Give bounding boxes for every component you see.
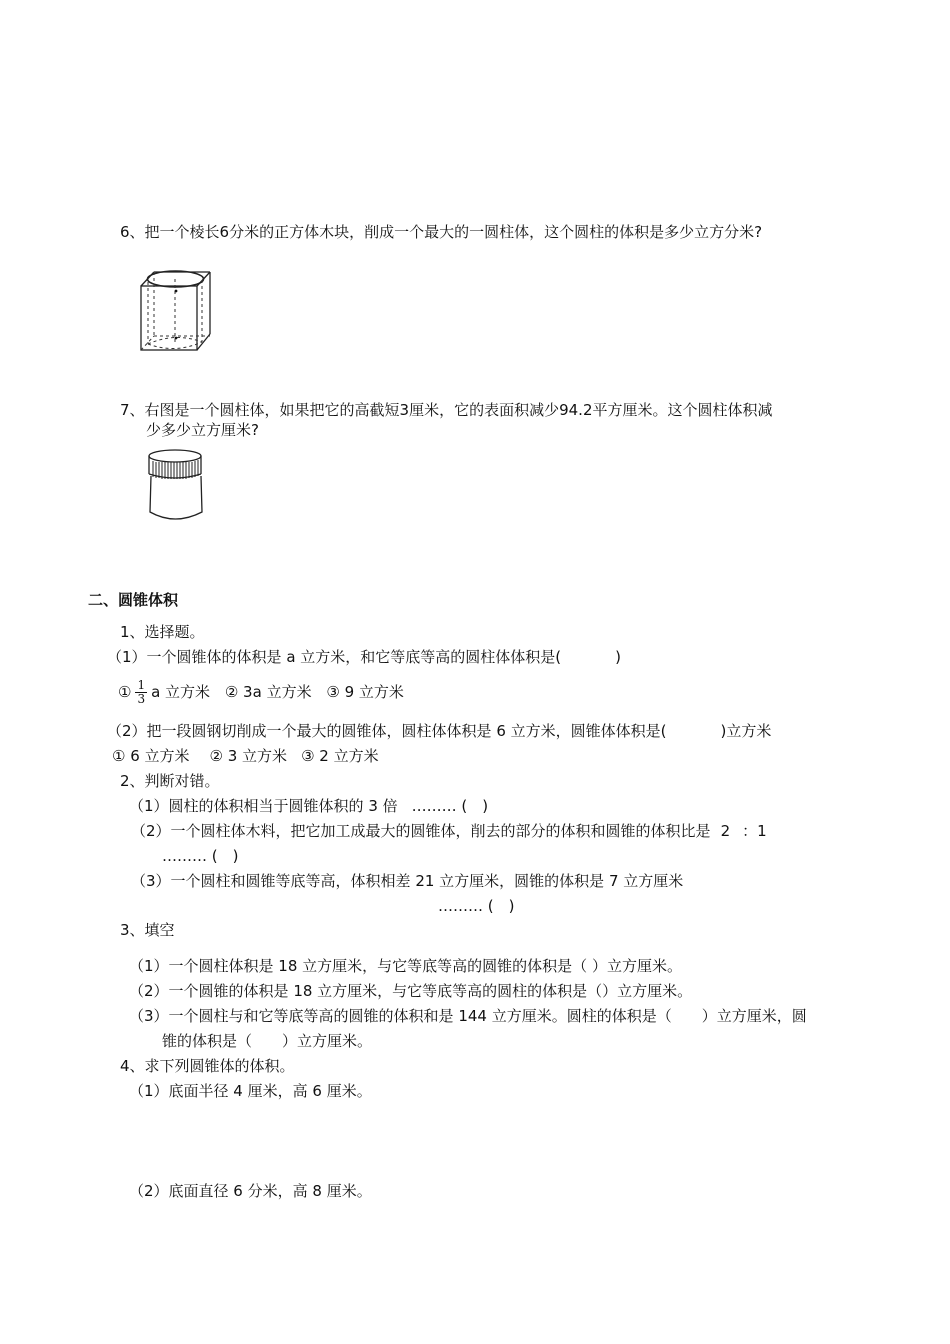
cube-cylinder-figure [138, 270, 218, 354]
choice-q1-text [107, 647, 621, 667]
choice-q1-stem: （1）一个圆锥体的体积是 a 立方米，和它等底等高的圆柱体体积是( [107, 648, 562, 666]
choice-q2-option-1: ① 6 立方米 [112, 747, 190, 765]
judge-section-title: 2、判断对错。 [120, 772, 220, 790]
judge-q2-ratio-b: ：1 [742, 822, 767, 840]
fill-q3-line2: 锥的体积是（ ）立方厘米。 [162, 1032, 373, 1050]
judge-q1-stem: （1）圆柱的体积相当于圆锥体积的 3 倍 [129, 797, 398, 815]
choice-q1-option-3: ③ 9 立方米 [326, 683, 404, 701]
fill-q1-text: （1）一个圆柱体积是 18 立方厘米，与它等底等高的圆锥的体积是（ ）立方厘米。 [129, 957, 682, 975]
choice-q2-options [112, 746, 379, 766]
compute-q2-text: （2）底面直径 6 分米，高 8 厘米。 [129, 1182, 372, 1200]
fill-q3-line1: （3）一个圆柱与和它等底等高的圆锥的体积和是 144 立方厘米。圆柱的体积是（ ）立方厘米，圆 [129, 1007, 807, 1025]
fraction-denominator: 3 [137, 692, 146, 706]
judge-q1-answer-slot: ……… ( ) [411, 797, 489, 815]
choice-q2-option-3: ③ 2 立方米 [301, 747, 379, 765]
compute-section-title: 4、求下列圆锥体的体积。 [120, 1057, 295, 1075]
choice-q1-option-1-marker: ① [118, 683, 132, 701]
one-third-fraction [135, 679, 147, 706]
judge-q3-text: （3）一个圆柱和圆锥等底等高，体积相差 21 立方厘米，圆锥的体积是 7 立方厘米 [131, 872, 684, 890]
question-7-line2: 少多少立方厘米? [146, 421, 259, 439]
choice-q1-option-1-text: a 立方米 [151, 683, 211, 701]
judge-q2-ratio-a: 2 [720, 822, 731, 840]
jar-figure [145, 448, 211, 524]
fill-q2-text: （2）一个圆锥的体积是 18 立方厘米，与它等底等高的圆柱的体积是（）立方厘米。 [129, 982, 693, 1000]
judge-q1-text [129, 796, 488, 816]
choice-q1-option-2: ② 3a 立方米 [224, 683, 312, 701]
fraction-numerator: 1 [137, 678, 146, 692]
choice-q1-close: ) [615, 648, 621, 666]
section-heading: 二、圆锥体积 [88, 591, 179, 609]
judge-q2-stem: （2）一个圆柱体木料，把它加工成最大的圆锥体，削去的部分的体积和圆锥的体积比是 [131, 822, 711, 840]
judge-q2-answer-slot: ……… ( ) [162, 847, 239, 865]
question-7-line1: 7、右图是一个圆柱体，如果把它的高截短3厘米，它的表面积减少94.2平方厘米。这个圆柱体积减 [120, 401, 773, 419]
choice-section-title: 1、选择题。 [120, 623, 205, 641]
choice-q2-close: )立方米 [720, 722, 772, 740]
fill-section-title: 3、填空 [120, 921, 175, 939]
choice-q2-text [107, 721, 771, 741]
question-6-text: 6、把一个棱长6分米的正方体木块，削成一个最大的一圆柱体，这个圆柱的体积是多少立方分米? [120, 223, 763, 241]
judge-q2-text [131, 821, 767, 841]
choice-q2-stem: （2）把一段圆钢切削成一个最大的圆锥体，圆柱体体积是 6 立方米，圆锥体体积是( [107, 722, 667, 740]
choice-q1-options [118, 677, 404, 707]
choice-q2-option-2: ② 3 立方米 [209, 747, 288, 765]
compute-q1-text: （1）底面半径 4 厘米，高 6 厘米。 [129, 1082, 372, 1100]
judge-q3-answer-slot: ……… ( ) [438, 897, 515, 915]
